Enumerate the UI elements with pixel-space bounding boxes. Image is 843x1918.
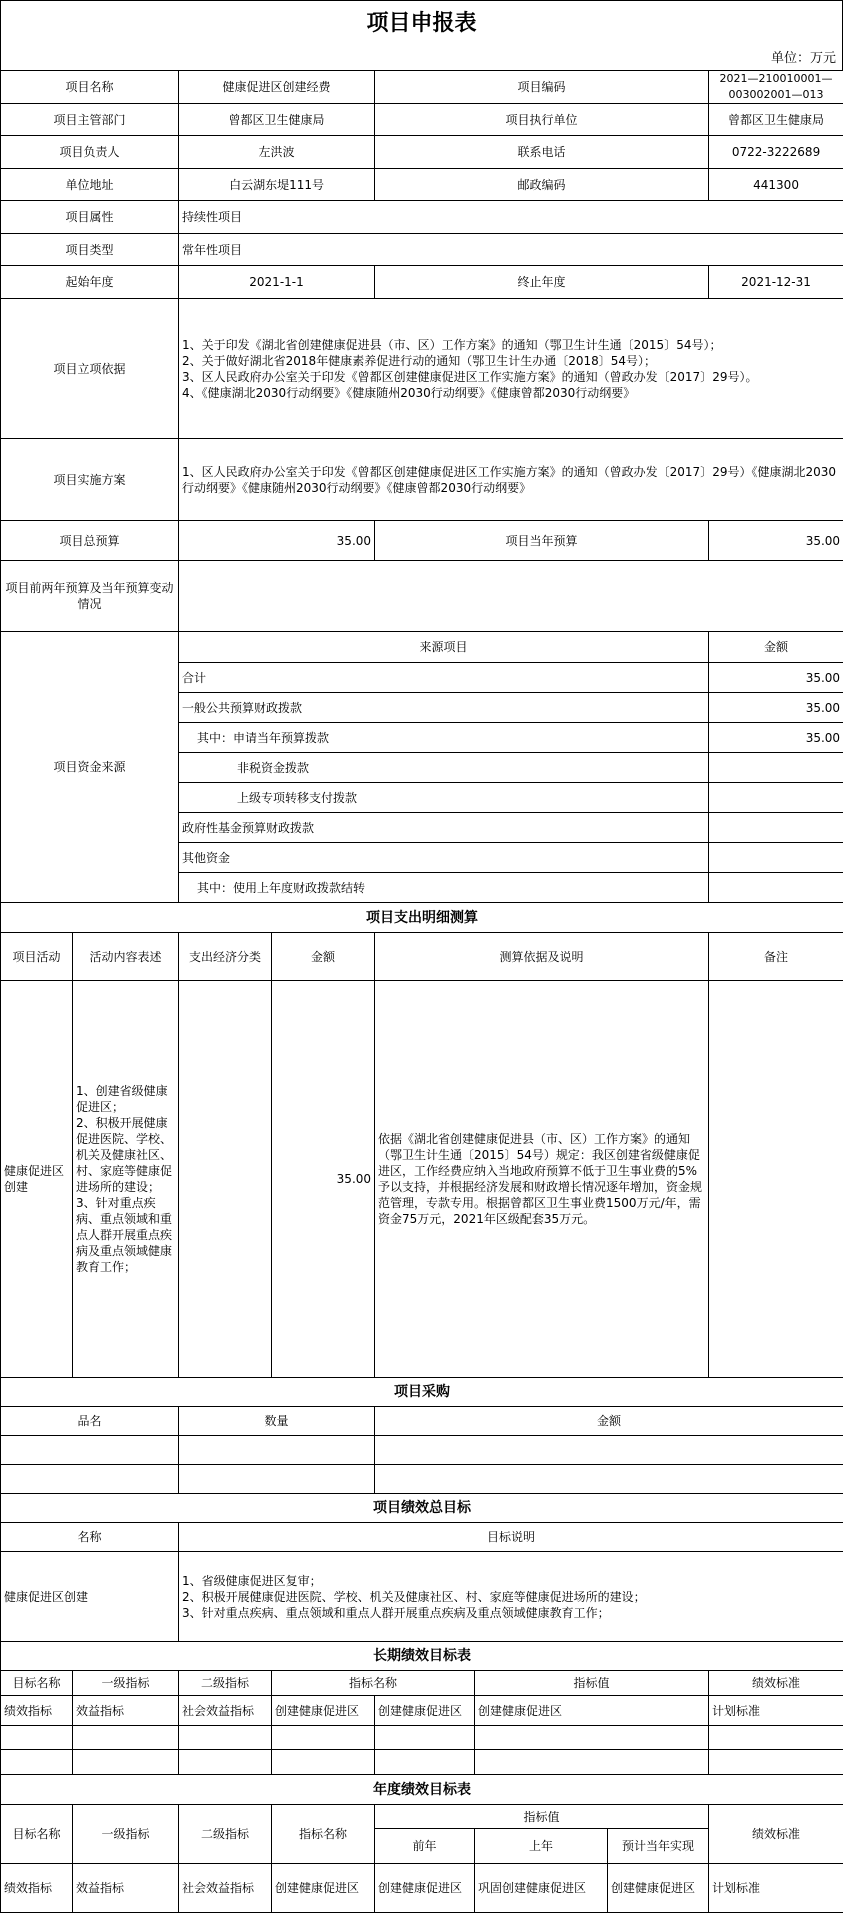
long-term-header: 一级指标 [73,1671,179,1696]
expense-header: 项目活动 [1,933,73,981]
project-name-value: 健康促进区创建经费 [179,71,375,104]
start-year-label: 起始年度 [1,266,179,299]
funding-row-name: 上级专项转移支付拨款 [179,783,709,813]
dept-value: 曾都区卫生健康局 [179,104,375,136]
expense-header: 支出经济分类 [179,933,272,981]
annual-subheader: 前年 [375,1829,475,1864]
long-term-section-title: 长期绩效目标表 [1,1642,843,1671]
total-budget-label: 项目总预算 [1,521,179,561]
funding-row-amount [709,843,843,873]
long-term-header: 指标值 [475,1671,709,1696]
long-term-header: 目标名称 [1,1671,73,1696]
long-term-header: 指标名称 [272,1671,475,1696]
page-title: 项目申报表 [0,0,843,42]
long-term-cell [179,1726,272,1750]
current-budget-label: 项目当年预算 [375,521,709,561]
procurement-cell [1,1436,179,1465]
long-term-header: 二级指标 [179,1671,272,1696]
long-term-cell: 效益指标 [73,1696,179,1726]
perf-total-col-name: 名称 [1,1523,179,1552]
expense-basis: 依据《湖北省创建健康促进县（市、区）工作方案》的通知（鄂卫生计生通〔2015〕54号）规定：我区创建省级健康促进区，工作经费应纳入当地政府预算不低于卫生事业费的5%予以支持，并根据经济发展和财政增长情况逐年增加，资金规范管理，专款专用。根据曾都区卫生事业费1500万元/年，需资金75万元，2021年区级配套35万元。 [375,981,709,1378]
annual-header: 指标名称 [272,1805,375,1864]
attr-value: 持续性项目 [179,201,843,234]
funding-row-name: 非税资金拨款 [179,753,709,783]
funding-row-amount [709,813,843,843]
zip-value: 441300 [709,169,843,201]
funding-row-name: 合计 [179,663,709,693]
basis-label: 项目立项依据 [1,299,179,439]
long-term-cell [272,1750,375,1775]
owner-label: 项目负责人 [1,136,179,169]
expense-content: 1、创建省级健康促进区； 2、积极开展健康促进医院、学校、机关及健康社区、村、家庭等健康促进场所的建设； 3、针对重点疾病、重点领域和重点人群开展重点疾病及重点领域健康教育工作； [73,981,179,1378]
annual-cell: 巩固创建健康促进区 [475,1864,608,1912]
long-term-cell [179,1750,272,1775]
expense-category [179,981,272,1378]
expense-header: 备注 [709,933,843,981]
project-code-label: 项目编码 [375,71,709,104]
expense-header: 测算依据及说明 [375,933,709,981]
procurement-header: 数量 [179,1407,375,1436]
annual-cell: 效益指标 [73,1864,179,1913]
annual-cell: 计划标准 [709,1864,843,1913]
phone-label: 联系电话 [375,136,709,169]
budget-change-label: 项目前两年预算及当年预算变动情况 [1,561,179,632]
exec-unit-value: 曾都区卫生健康局 [709,104,843,136]
budget-change-value [179,561,843,632]
funding-row-amount: 35.00 [709,723,843,753]
plan-value: 1、区人民政府办公室关于印发《曾都区创建健康促进区工作实施方案》的通知（曾政办发〔2017〕29号）《健康湖北2030行动纲要》《健康随州2030行动纲要》《健康曾都2030行动纲要》 [179,439,843,521]
funding-label: 项目资金来源 [1,632,179,903]
funding-row-amount [709,873,843,903]
long-term-cell: 创建健康促进区 [272,1696,375,1726]
unit-label: 单位：万元 [0,42,843,70]
attr-label: 项目属性 [1,201,179,234]
current-budget-value: 35.00 [709,521,843,561]
end-year-value: 2021-12-31 [709,266,843,299]
long-term-cell: 计划标准 [709,1696,843,1726]
start-year-value: 2021-1-1 [179,266,375,299]
perf-total-col-desc: 目标说明 [179,1523,843,1552]
funding-row-name: 政府性基金预算财政拨款 [179,813,709,843]
end-year-label: 终止年度 [375,266,709,299]
funding-col-amount: 金额 [709,632,843,663]
perf-total-section-title: 项目绩效总目标 [1,1494,843,1523]
procurement-cell [179,1465,375,1494]
expense-amount: 35.00 [272,981,375,1378]
long-term-cell [709,1726,843,1750]
type-label: 项目类型 [1,234,179,266]
expense-note [709,981,843,1378]
funding-row-amount [709,753,843,783]
annual-header: 二级指标 [179,1805,272,1864]
project-code-value: 2021—210010001—003002001—013 [709,71,843,104]
annual-header: 绩效标准 [709,1805,843,1864]
project-name-label: 项目名称 [1,71,179,104]
annual-cell: 社会效益指标 [179,1864,272,1913]
plan-label: 项目实施方案 [1,439,179,521]
basis-value: 1、关于印发《湖北省创建健康促进县（市、区）工作方案》的通知（鄂卫生计生通〔2015〕54号）； 2、关于做好湖北省2018年健康素养促进行动的通知（鄂卫生计生办通〔2018〕54号）； 3、区人民政府办公室关于印发《曾都区创建健康促进区工作实施方案》的通知（曾政办发〔2017〕29号）。 4、《健康湖北2030行动纲要》《健康随州2030行动纲要》《健康曾都2030行动纲要》 [179,299,843,439]
dept-label: 项目主管部门 [1,104,179,136]
annual-subheader: 上年 [475,1829,608,1863]
total-budget-value: 35.00 [179,521,375,561]
long-term-cell [475,1726,709,1750]
annual-header: 目标名称 [1,1805,73,1864]
long-term-cell [73,1726,179,1750]
funding-row-name: 一般公共预算财政拨款 [179,693,709,723]
perf-total-desc: 1、省级健康促进区复审； 2、积极开展健康促进医院、学校、机关及健康社区、村、家庭等健康促进场所的建设； 3、针对重点疾病、重点领域和重点人群开展重点疾病及重点领域健康教育工作； [179,1552,843,1642]
funding-row-amount: 35.00 [709,663,843,693]
procurement-cell [1,1465,179,1494]
expense-header: 金额 [272,933,375,981]
procurement-section-title: 项目采购 [1,1378,843,1407]
annual-subheader: 预计当年实现 [622,1839,695,1853]
address-value: 白云湖东堤111号 [179,169,375,201]
long-term-cell: 绩效指标 [1,1696,73,1726]
owner-value: 左洪波 [179,136,375,169]
funding-row-name: 其他资金 [179,843,709,873]
expense-section-title: 项目支出明细测算 [1,903,843,933]
long-term-cell: 创建健康促进区 [375,1696,475,1726]
procurement-cell [375,1436,843,1465]
annual-section-title: 年度绩效目标表 [1,1775,843,1805]
funding-row-amount [709,783,843,813]
annual-cell: 创建健康促进区 [272,1864,375,1913]
perf-total-name: 健康促进区创建 [1,1552,179,1642]
funding-row-amount: 35.00 [709,693,843,723]
long-term-cell [73,1750,179,1775]
long-term-cell [375,1750,475,1775]
annual-cell: 创建健康促进区 [611,1881,696,1895]
long-term-cell [1,1750,73,1775]
type-value: 常年性项目 [179,234,843,266]
long-term-cell [272,1726,375,1750]
expense-activity: 健康促进区创建 [1,981,73,1378]
form-table [0,70,843,1913]
funding-row-name: 其中：使用上年度财政拨款结转 [179,873,709,903]
address-label: 单位地址 [1,169,179,201]
long-term-cell: 社会效益指标 [179,1696,272,1726]
procurement-header: 品名 [1,1407,179,1436]
procurement-cell [179,1436,375,1465]
procurement-header: 金额 [375,1407,843,1436]
annual-cell: 创建健康促进区 [375,1864,475,1913]
zip-label: 邮政编码 [375,169,709,201]
annual-header: 一级指标 [73,1805,179,1864]
exec-unit-label: 项目执行单位 [375,104,709,136]
long-term-cell [709,1750,843,1775]
annual-header: 指标值 [375,1805,709,1829]
long-term-header: 绩效标准 [709,1671,843,1696]
funding-col-source: 来源项目 [179,632,709,663]
annual-cell: 绩效指标 [1,1864,73,1913]
long-term-cell [375,1726,475,1750]
expense-header: 活动内容表述 [73,933,179,981]
long-term-cell [475,1750,709,1775]
funding-row-name: 其中：申请当年预算拨款 [179,723,709,753]
phone-value: 0722-3222689 [709,136,843,169]
long-term-cell: 创建健康促进区 [475,1696,709,1726]
procurement-cell [375,1465,843,1494]
long-term-cell [1,1726,73,1750]
